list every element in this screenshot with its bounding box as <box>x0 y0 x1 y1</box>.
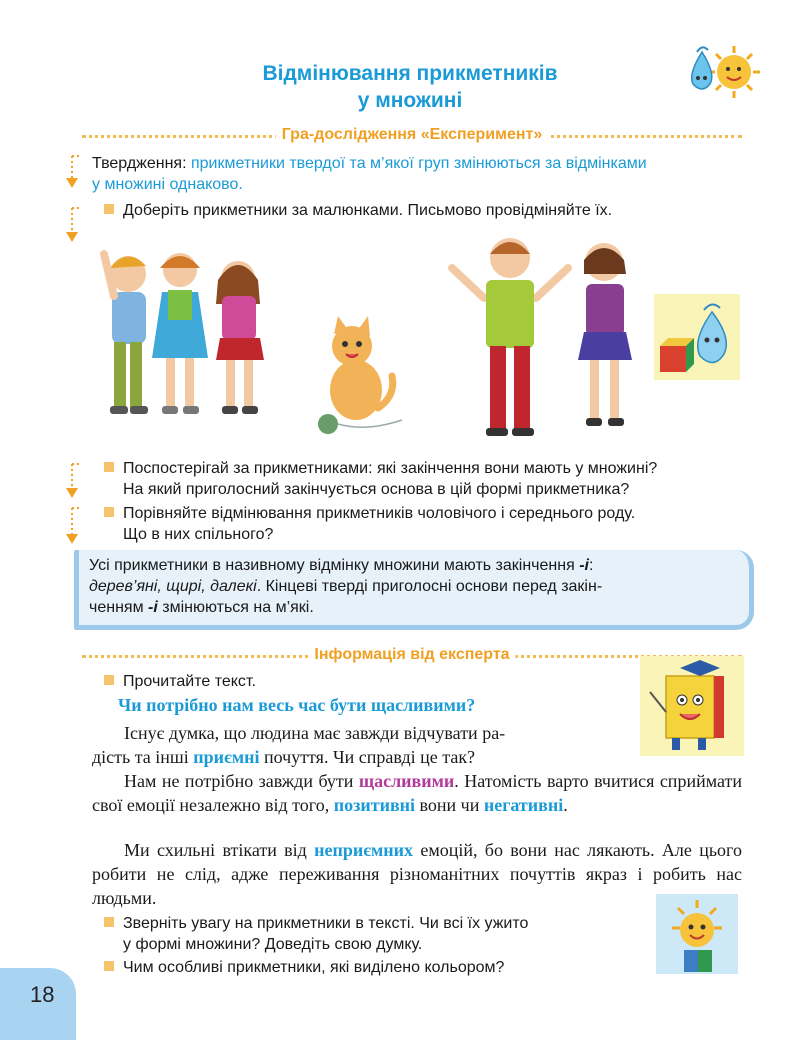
dotted-arrow-icon <box>64 506 80 546</box>
task-2-text-line-2: На який приголосний закінчується основа в цій формі прикметника? <box>123 481 630 498</box>
bullet-square-icon <box>104 507 114 517</box>
section-heading-experiment <box>82 126 742 146</box>
statement-text-line-1: прикметники твердої та м’якої груп змінюються за відмінками <box>190 155 647 172</box>
section-heading-label: Гра-дослідження «Експеримент» <box>276 126 549 144</box>
story-p2-text-mid: . Натомість варто вчитися сприймати свої емоції незалежно від того, <box>92 771 742 815</box>
statement-text-line-2: у множині однаково. <box>92 176 243 193</box>
task-read <box>104 671 604 692</box>
story-title: Чи потрібно нам весь час бути щасливими? <box>118 695 476 715</box>
bullet-square-icon <box>104 917 114 927</box>
highlight-adjective: неприємних <box>314 840 414 860</box>
cat-with-yarn-illustration <box>306 312 416 440</box>
task-b <box>104 957 644 978</box>
sun-icon <box>708 46 760 98</box>
rule-ending-1: -і <box>579 557 589 574</box>
statement-label: Твердження: <box>92 155 191 172</box>
section-heading-label: Інформація від експерта <box>308 646 515 664</box>
task-3 <box>104 503 754 545</box>
book-mascot-illustration <box>640 656 744 756</box>
story-p1-text-end: почуття. Чи справді це так? <box>259 747 476 767</box>
bullet-square-icon <box>104 204 114 214</box>
story-p1-line1: Існує думка, що людина має завжди відчувати ра- <box>124 723 506 743</box>
dotted-arrow-icon <box>64 462 80 500</box>
task-read-text: Прочитайте текст. <box>123 673 256 690</box>
task-a <box>104 913 644 955</box>
highlight-adjective: щасливими <box>358 771 455 791</box>
mascot-drop-sun-illustration <box>676 40 762 102</box>
highlight-adjective: негативні <box>483 795 564 815</box>
rule-line-3-prefix: ченням <box>89 599 149 616</box>
rule-examples: дерев’яні, щирі, далекі <box>89 578 257 595</box>
story-p2-text: Нам не потрібно завжди бути <box>124 771 359 791</box>
task-b-text: Чим особливі прикметники, які виділено кольором? <box>123 959 505 976</box>
task-1 <box>104 200 754 221</box>
boy-and-girl-illustration <box>444 228 644 448</box>
story-p3-text-end: емоцій, бо вони нас лякають. Але цього робити не слід, адже переживання різноманітних почуттів якраз і робить нас людьми. <box>92 840 742 908</box>
story-p2-text-end: . <box>563 795 568 815</box>
story-p2-text-mid2: вони чи <box>415 795 484 815</box>
story-p1-text: дість та інші <box>92 747 194 767</box>
page-title <box>160 60 660 114</box>
children-group-illustration <box>90 234 290 430</box>
rule-ending-2: -і <box>148 599 158 616</box>
bullet-square-icon <box>104 961 114 971</box>
title-line-2: у множині <box>357 89 463 112</box>
highlight-adjective: позитивні <box>333 795 416 815</box>
rule-line-3-suffix: змінюються на м’які. <box>157 599 314 616</box>
rule-colon: : <box>588 557 594 574</box>
task-2-text-line-1: Поспостерігай за прикметниками: які закінчення вони мають у множині? <box>123 460 658 477</box>
task-3-text-line-2: Що в них спільного? <box>123 526 274 543</box>
dotted-arrow-icon <box>64 154 80 190</box>
title-line-1: Відмінювання прикметників <box>262 62 558 85</box>
story-paragraph-3 <box>92 838 742 910</box>
dotted-arrow-icon <box>64 206 80 244</box>
highlight-adjective: приємні <box>193 747 260 767</box>
drop-mascot-cube-illustration <box>654 294 740 380</box>
task-a-text-line-2: у формі множини? Доведіть свою думку. <box>123 936 423 953</box>
sun-mascot-illustration <box>656 894 738 974</box>
rule-line-1: Усі прикметники в називному відмінку множини мають закінчення <box>89 557 580 574</box>
task-1-text: Доберіть прикметники за малюнками. Письмово провідміняйте їх. <box>123 202 613 219</box>
story-p3-text: Ми схильні втікати від <box>124 840 315 860</box>
page-number: 18 <box>0 968 76 1040</box>
story-paragraph-2 <box>92 769 742 817</box>
task-3-text-line-1: Порівняйте відмінювання прикметників чоловічого і середнього роду. <box>123 505 636 522</box>
task-2 <box>104 458 754 500</box>
task-a-text-line-1: Зверніть увагу на прикметники в тексті. Чи всі їх ужито <box>123 915 529 932</box>
statement <box>92 153 752 195</box>
bullet-square-icon <box>104 462 114 472</box>
rule-line-2: . Кінцеві тверді приголосні основи перед закін- <box>256 578 603 595</box>
story-paragraph-1 <box>92 721 652 769</box>
bullet-square-icon <box>104 675 114 685</box>
rule-box <box>74 550 754 630</box>
water-drop-icon <box>692 47 712 89</box>
